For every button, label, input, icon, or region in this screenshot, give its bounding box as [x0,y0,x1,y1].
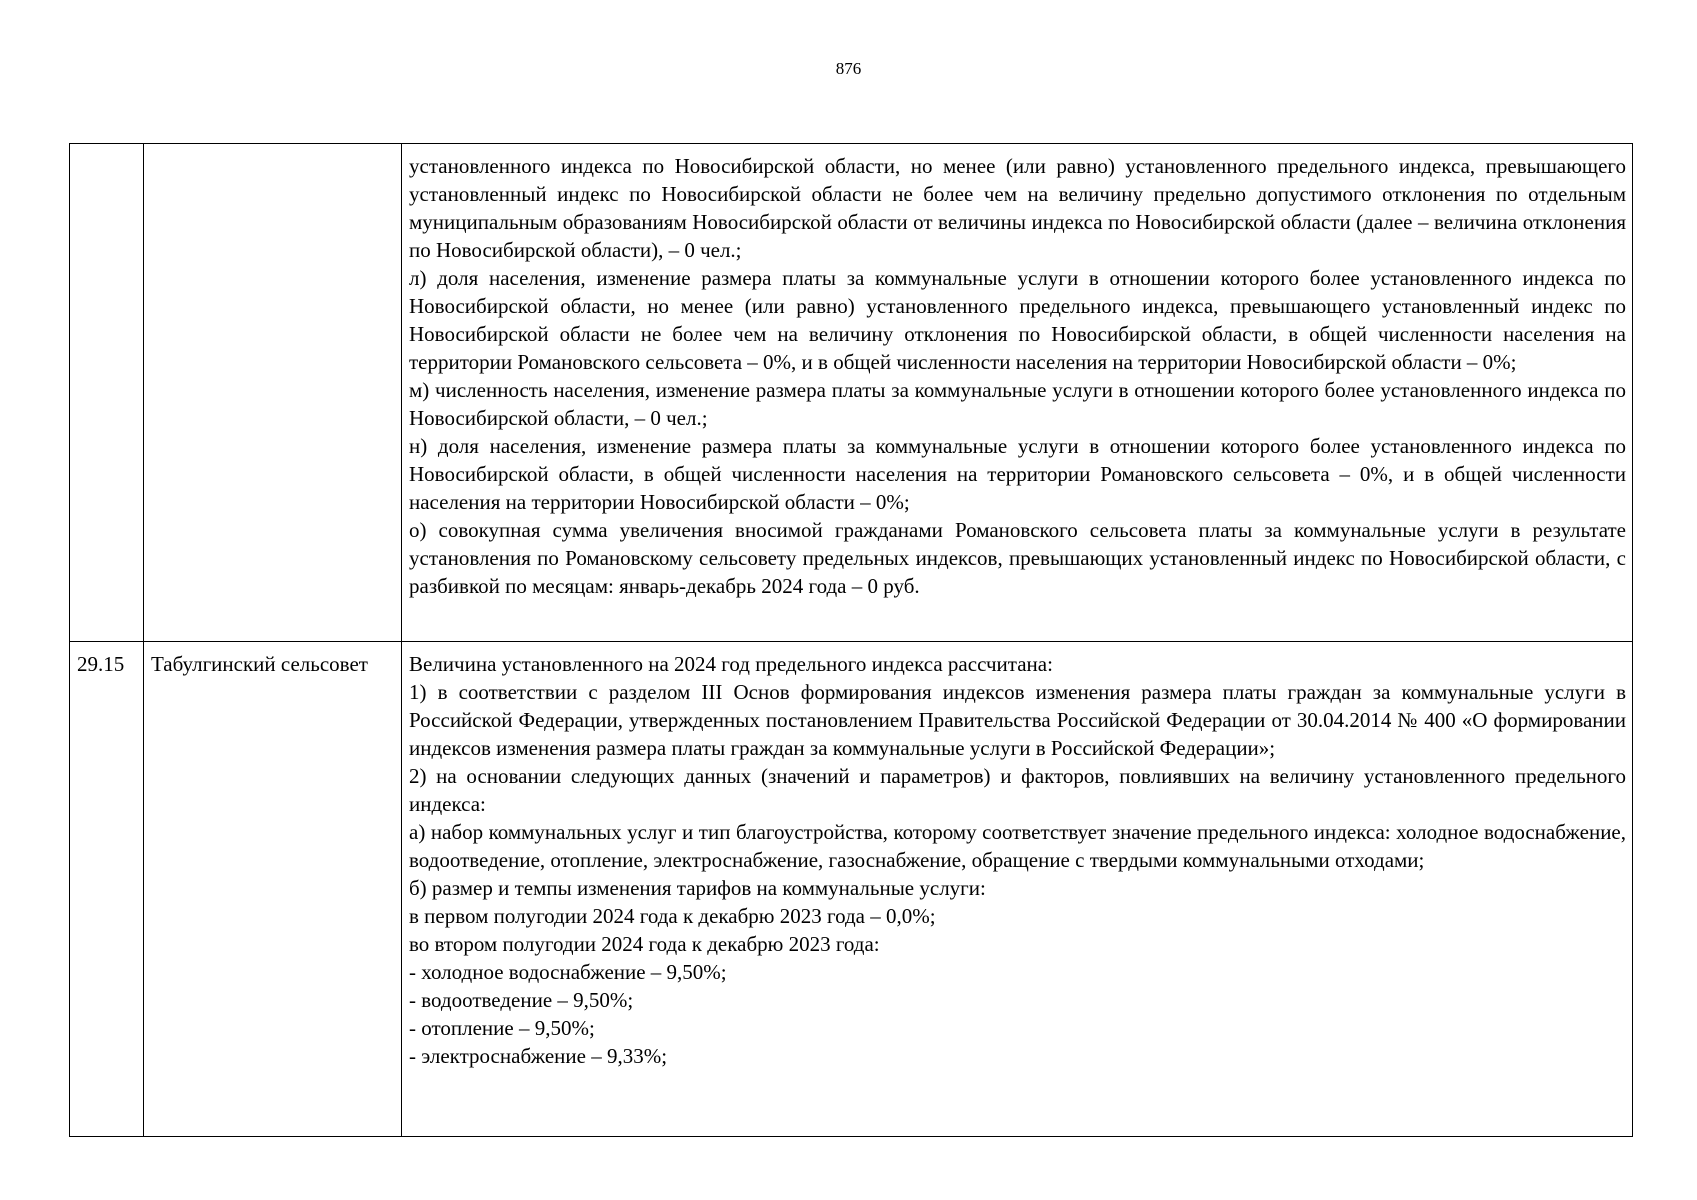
paragraph: 2) на основании следующих данных (значений и параметров) и факторов, повлиявших на величину установленного предельного индекса: [409,764,1626,816]
paragraph: - холодное водоснабжение – 9,50%; [409,960,727,984]
paragraph: Величина установленного на 2024 год предельного индекса рассчитана: [409,652,1053,676]
paragraph: 1) в соответствии с разделом III Основ формирования индексов изменения размера платы граждан за коммунальные услуги в Российской Федерации, утвержденных постановлением Правительства Российской Федерации от 30.04.2014 № 400 «О формировании индексов изменения размера платы граждан за коммунальные услуги в Российской Федерации»; [409,680,1626,760]
paragraph: во втором полугодии 2024 года к декабрю 2023 года: [409,932,880,956]
municipality-name-cell: Табулгинский сельсовет [144,642,402,1137]
table-row [70,642,1633,1137]
document-table [69,143,1633,1137]
row-number-cell [70,144,144,642]
row-number-cell: 29.15 [70,642,144,1137]
paragraph: м) численность населения, изменение размера платы за коммунальные услуги в отношении которого более установленного индекса по Новосибирской области, – 0 чел.; [409,378,1626,430]
page-number: 876 [835,59,862,78]
paragraph: н) доля населения, изменение размера платы за коммунальные услуги в отношении которого более установленного индекса по Новосибирской области, в общей численности населения на территории Романовского сельсовета – 0%, и в общей численности населения на территории Новосибирской области – 0%; [409,434,1626,514]
paragraph: в первом полугодии 2024 года к декабрю 2023 года – 0,0%; [409,904,936,928]
paragraph: - электроснабжение – 9,33%; [409,1044,668,1068]
paragraph: установленного индекса по Новосибирской области, но менее (или равно) установленного предельного индекса, превышающего установленный индекс по Новосибирской области не более чем на величину предельно допустимого отклонения по отдельным муниципальным образованиям Новосибирской области от величины индекса по Новосибирской области (далее – величина отклонения по Новосибирской области), – 0 чел.; [409,154,1626,262]
paragraph: - водоотведение – 9,50%; [409,988,634,1012]
table-row [70,144,1633,642]
description-cell [402,144,1633,642]
municipality-name-cell [144,144,402,642]
paragraph: а) набор коммунальных услуг и тип благоустройства, которому соответствует значение предельного индекса: холодное водоснабжение, водоотведение, отопление, электроснабжение, газоснабжение, обращение с твердыми коммунальными отходами; [409,820,1626,872]
description-cell [402,642,1633,1137]
paragraph: о) совокупная сумма увеличения вносимой гражданами Романовского сельсовета платы за коммунальные услуги в результате установления по Романовскому сельсовету предельных индексов, превышающих установленный индекс по Новосибирской области, с разбивкой по месяцам: январь-декабрь 2024 года – 0 руб. [409,518,1626,598]
paragraph: б) размер и темпы изменения тарифов на коммунальные услуги: [409,876,986,900]
paragraph: - отопление – 9,50%; [409,1016,595,1040]
paragraph: л) доля населения, изменение размера платы за коммунальные услуги в отношении которого более установленного индекса по Новосибирской области, но менее (или равно) установленного предельного индекса, превышающего установленный индекс по Новосибирской области не более чем на величину отклонения по Новосибирской области, в общей численности населения на территории Романовского сельсовета – 0%, и в общей численности населения на территории Новосибирской области – 0%; [409,266,1626,374]
